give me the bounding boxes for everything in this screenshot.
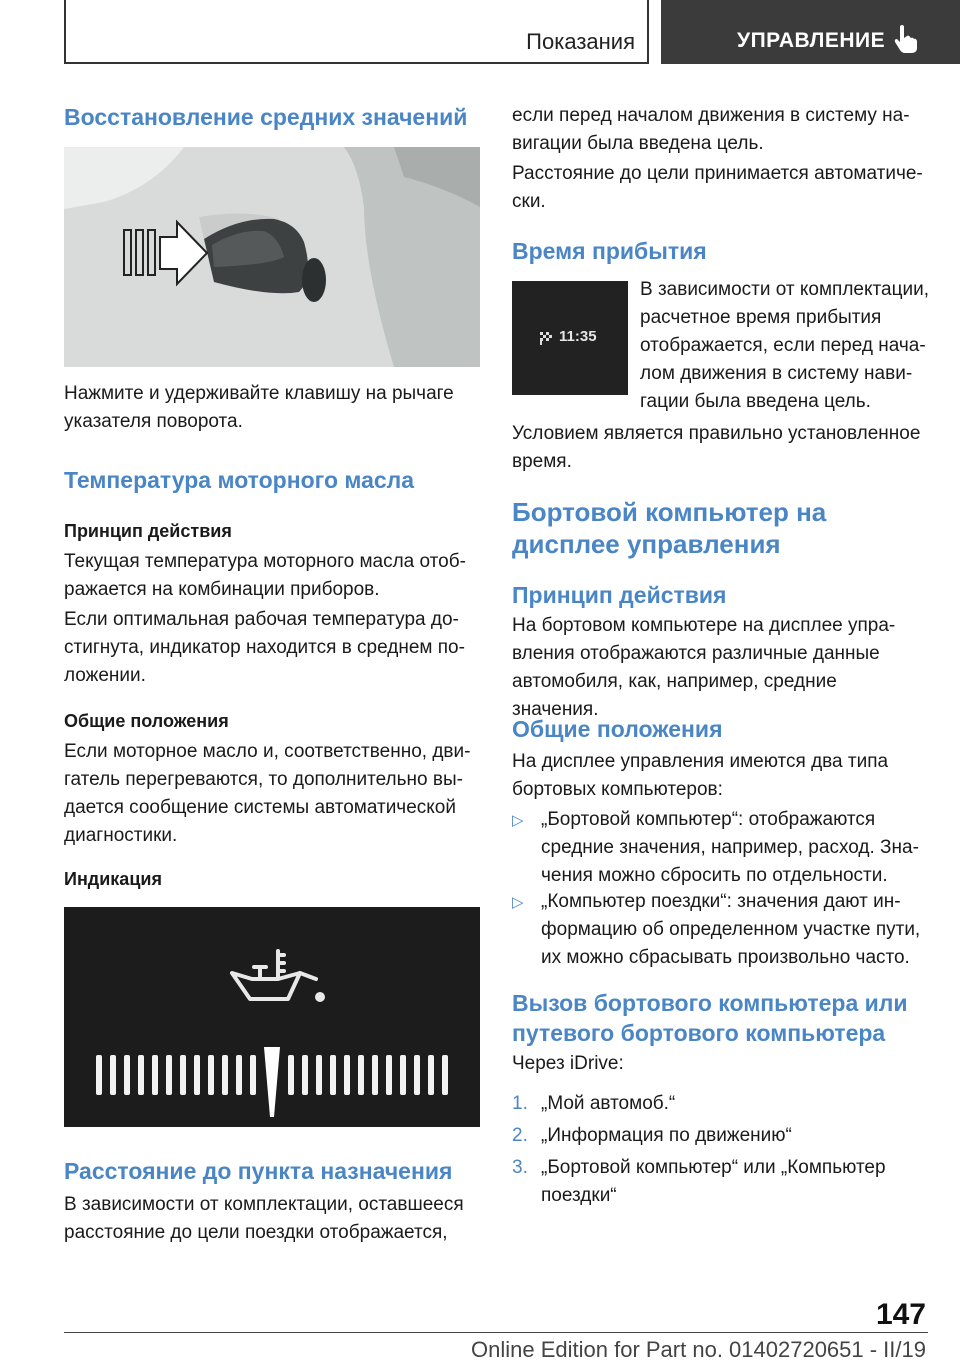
subheading-principle: Принцип действия [64,521,232,541]
step-number: 3. [512,1157,528,1178]
heading-oil-temperature: Температура моторного масла [64,467,415,493]
header-section-tab [64,0,649,64]
paragraph-distance: В зависимости от комплектации, оставшееся расстояние до цели поездки отображается, [64,1194,464,1243]
paragraph-oil-1: Текущая температура моторного масла отображается на комбинации приборов. [64,551,466,600]
paragraph-principle: На бортовом компьютере на дисплее управления отображаются различные данные автомобиля, как, например, средние значения. [512,615,896,720]
paragraph-oil-2: Если оптимальная рабочая температура достигнута, индикатор находится в среднем положении. [64,609,465,686]
paragraph-call: Через iDrive: [512,1053,624,1074]
bullet-icon: ▷ [512,812,524,829]
heading-principle: Принцип действия [512,582,727,608]
turn-signal-lever-figure [64,147,480,367]
heading-arrival-time: Время прибытия [512,238,707,264]
step-item [512,1122,928,1150]
subheading-general: Общие положения [64,711,229,731]
page-number: 147 [875,1298,926,1331]
oil-temperature-gauge-figure [64,907,480,1127]
paragraph-arrival: В зависимости от комплектации, расчетное время прибытия отображается, если перед началом движения в систему навигации была введена цель. [640,279,929,412]
footer-edition: Online Edition for Part no. 01402720651 - II/19 [471,1337,926,1362]
paragraph-general: Если моторное масло и, соответственно, двигатель перегреваются, то дополнительно выдается сообщение системы автоматической диагностики. [64,741,471,846]
heading-call-computer: Вызов бортового компьютера или путевого бортового компьютера [512,990,908,1046]
step-number: 1. [512,1093,528,1114]
heading-distance: Расстояние до пункта назначения [64,1158,453,1184]
heading-onboard-computer: Бортовой компьютер на дисплее управления [512,497,827,559]
list-item-text: „Бортовой компьютер“: отображаются средние значения, например, расход. Значения можно сбросить по отдельности. [541,809,919,886]
paragraph-continuation-1: если перед началом движения в систему навигации была введена цель. [512,105,910,154]
header-chapter-tab [661,0,960,64]
paragraph-arrival-2: Условием является правильно установленное время. [512,423,921,472]
step-number: 2. [512,1125,528,1146]
arrival-time-display-figure [512,281,628,395]
subheading-indication: Индикация [64,869,162,889]
paragraph-restore: Нажмите и удерживайте клавишу на рычаге указателя поворота. [64,383,454,432]
section-label: Показания [526,29,635,54]
hand-pointer-icon [893,24,919,54]
arrival-time-value: 11:35 [559,328,597,345]
step-item [512,1154,928,1210]
step-item [512,1090,928,1118]
list-item [512,888,928,972]
step-text: „Бортовой компьютер“ или „Компьютер поездки“ [541,1157,886,1206]
paragraph-continuation-2: Расстояние до цели принимается автоматически. [512,163,923,212]
paragraph-general: На дисплее управления имеются два типа бортовых компьютеров: [512,751,889,800]
step-text: „Информация по движению“ [541,1125,792,1146]
heading-general: Общие положения [512,716,723,742]
list-item-text: „Компьютер поездки“: значения дают информацию об определенном участке пути, их можно сбрасывать произвольно часто. [541,891,921,968]
chapter-label: УПРАВЛЕНИЕ [737,29,886,52]
step-text: „Мой автомоб.“ [541,1093,676,1114]
flag-icon [539,331,553,345]
heading-restore-averages: Восстановление средних значений [64,104,468,130]
footer-divider [64,1332,928,1333]
bullet-icon: ▷ [512,894,524,911]
list-item [512,806,928,890]
